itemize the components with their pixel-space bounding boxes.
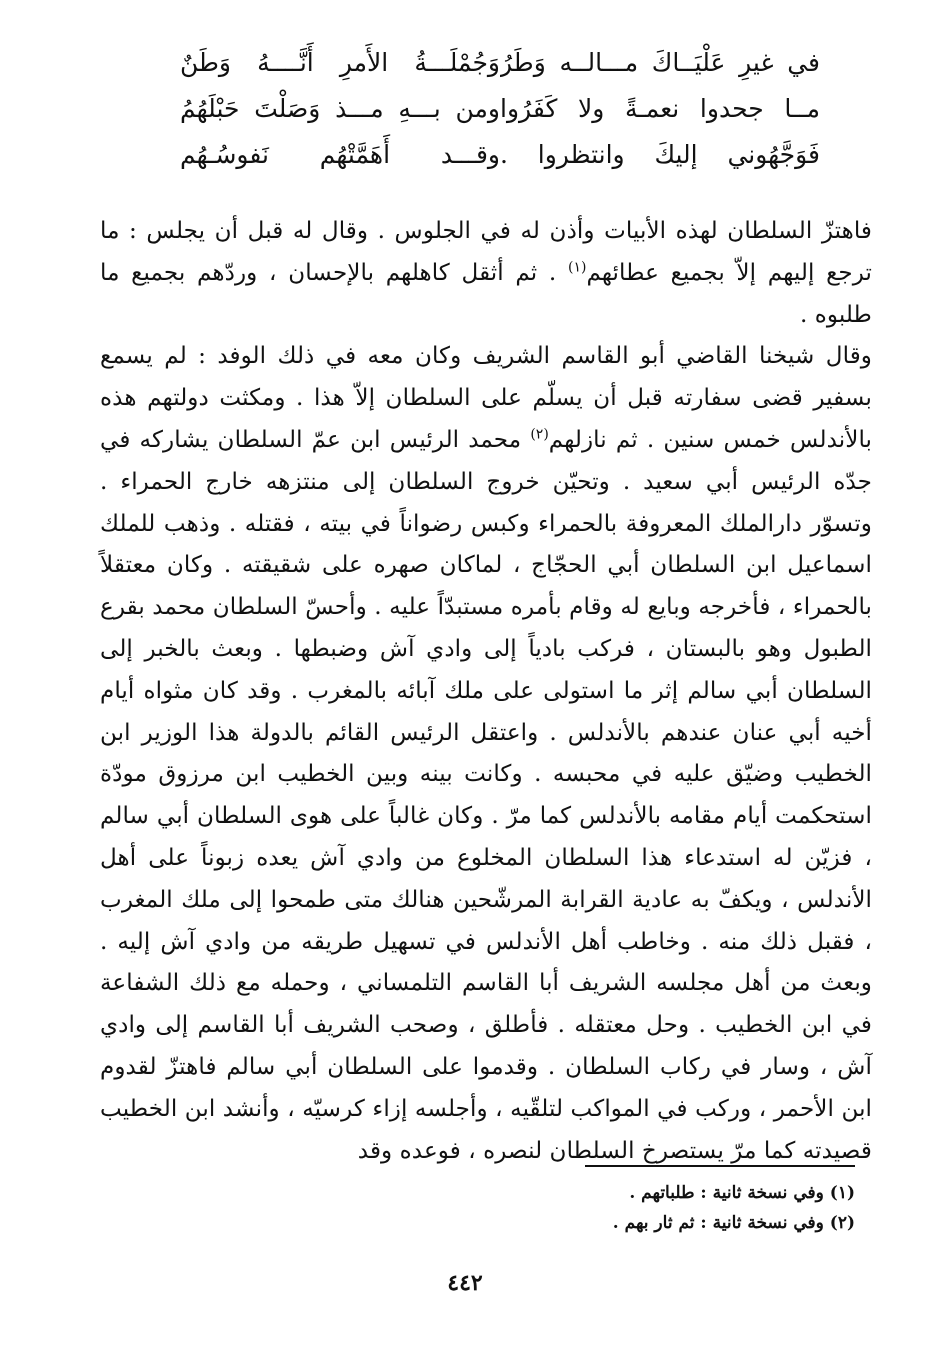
body-text — [100, 210, 872, 1171]
footnote: (٢) وفي نسخة ثانية : ثم ثار بهم . — [612, 1213, 855, 1233]
poem-verses — [130, 40, 820, 178]
verse-second-hemistich: مــا جحدوا نعمـةً ولا كَفَرُوا — [500, 94, 820, 123]
verse-second-hemistich: في غيرِ عَلْيَــاكَ مـــالــه وَطَرُ — [500, 48, 820, 77]
footnotes — [355, 1178, 855, 1238]
paragraph — [100, 210, 872, 335]
verse-second-hemistich: فَوَجَّهُوني إليكَ وانتظروا . — [500, 140, 820, 169]
footnote-marker: (١) — [567, 259, 587, 276]
footnote: (١) وفي نسخة ثانية : طلباتهم . — [629, 1183, 855, 1203]
verse-line — [130, 86, 820, 132]
paragraph-text: وقال شيخنا القاضي أبو القاسم الشريف وكان معه في ذلك الوفد : لم يسمع بسفير قضى سفارته قبل أن يسلّم على السلطان إلاّ هذا . ومكثت دولتهم هذه بالأندلس خمس سنين . ثم نازلهم — [100, 342, 872, 453]
paragraph — [100, 335, 872, 1171]
verse-first-hemistich: وقـــد أَهَمَّتْهُم نَفوسُـهُم — [180, 140, 500, 169]
paragraph-text: فاهتزّ السلطان لهذه الأبيات وأذن له في الجلوس . وقال له قبل أن يجلس : ما ترجع إليهم إلاّ بجميع عطائهم — [100, 217, 872, 286]
verse-line — [130, 132, 820, 178]
verse-first-hemistich: وَجُمْلَـــةُ الأَمرِ أَنَّــــهُ وَطَنٌ — [180, 48, 500, 77]
page-number: ٤٤٢ — [447, 1270, 483, 1296]
verse-first-hemistich: ومن بـــهِ مـــذ وَصَلْتَ حَبْلَهُمُ — [180, 94, 500, 123]
paragraph-text-continued: . ثم أثقل كاهلهم بالإحسان ، وردّهم بجميع ما طلبوه . — [100, 258, 872, 328]
verse-line — [130, 40, 820, 86]
paragraph-text-continued: محمد الرئيس ابن عمّ السلطان يشاركه في جدّه الرئيس أبي سعيد . وتحيّن خروج السلطان إلى منتزهه خارج الحمراء . وتسوّر دارالملك المعروفة بالحمراء وكبس رضواناً في بيته ، فقتله . وذهب للملك اسماعيل ابن السلطان أبي الحجّاج ، لماكان صهره على شقيقته . وكان معتقلاً بالحمراء ، فأخرجه وبايع له وقام بأمره مستبدّاً عليه . وأحسّ السلطان محمد بقرع الطبول وهو بالبستان ، فركب بادياً إلى وادي آش وضبطها . وبعث بالخبر إلى السلطان أبي سالم إثر ما استولى على ملك آبائه بالمغرب . وقد كان مثواه أيام أخيه أبي عنان عندهم بالأندلس . واعتقل الرئيس القائم بالدولة هذا الوزير ابن الخطيب وضيّق عليه في محبسه . وكانت بينه وبين الخطيب ابن مرزوق مودّة استحكمت أيام مقامه بالأندلس كما مرّ . وكان غالباً على هوى السلطان أبي سالم ، فزيّن له استدعاء هذا السلطان المخلوع من وادي آش يعده زبوناً على أهل الأندلس ، ويكفّ به عادية القرابة المرشّحين هنالك متى طمحوا إلى ملك المغرب ، فقبل ذلك منه . وخاطب أهل الأندلس في تسهيل طريقه من وادي آش إليه . وبعث من أهل مجلسه الشريف أبا القاسم التلمساني ، وحمله مع ذلك الشفاعة في ابن الخطيب . وحل معتقله . فأطلق ، وصحب الشريف أبا القاسم إلى وادي آش ، وسار في ركاب السلطان . وقدموا على السلطان أبي سالم فاهتزّ لقدوم ابن الأحمر ، وركب في المواكب لتلقّيه ، وأجلسه إزاء كرسيّه ، وأنشد ابن الخطيب قصيدته كما مرّ يستصرخ السلطان لنصره ، فوعده وقد — [100, 425, 872, 1164]
footnote-divider — [585, 1165, 855, 1167]
footnote-marker: (٢) — [530, 426, 549, 443]
